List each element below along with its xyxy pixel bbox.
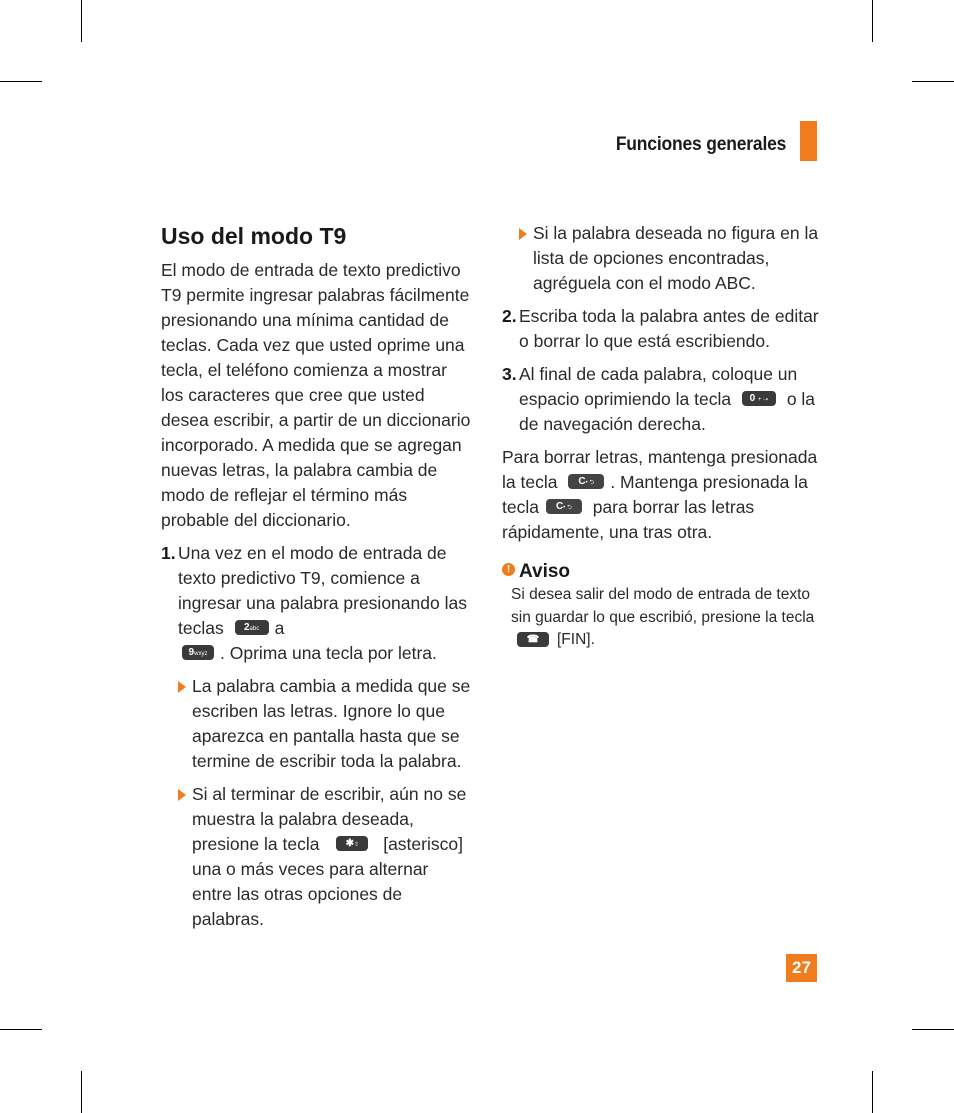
step-text: Al final de cada palabra, coloque un espacio oprimiendo la tecla: [519, 364, 798, 409]
notice-body: Si desea salir del modo de entrada de texto sin guardar lo que escribió, presione la tecla: [511, 586, 815, 626]
crop-mark: [0, 1029, 42, 1030]
bullet-item: [178, 782, 471, 932]
step-2: [502, 304, 822, 354]
paragraph-text: para borrar las letras rápidamente, una tras otra.: [502, 497, 755, 542]
bullet-text: [asterisco] una o más veces para alternar entre las otras opciones de palabras.: [192, 834, 463, 929]
key-label: 9: [188, 646, 195, 658]
notice-text: [502, 584, 822, 652]
intro-paragraph: El modo de entrada de texto predictivo T9 permite ingresar palabras fácilmente presionando una mínima cantidad de teclas. Cada vez que usted oprime una tecla, el teléfono comienza a mostrar los caracteres que cree que usted desea escribir, a partir de un diccionario incorporado. A medida que se agregan nuevas letras, la palabra cambia de modo de reflejar el término más probable del diccionario.: [161, 260, 471, 530]
key-end-icon: [517, 632, 549, 647]
crop-mark: [81, 1071, 82, 1113]
key-sublabel: + ⇢: [758, 396, 769, 403]
step-text: Una vez en el modo de entrada de texto predictivo T9, comience a ingresar una palabra presionando las teclas: [178, 543, 467, 638]
paragraph-text: Para borrar letras, mantenga presionada la tecla: [502, 447, 818, 492]
step-number: 3.: [502, 364, 517, 384]
step-number: 1.: [161, 543, 176, 563]
key-clear-icon: [546, 499, 582, 514]
step-number: 2.: [502, 306, 517, 326]
notice-heading: [502, 559, 822, 584]
key-clear-icon: [568, 474, 604, 489]
section-tab-marker: [800, 121, 817, 161]
step-1: [161, 541, 471, 666]
step-text: Escriba toda la palabra antes de editar o borrar lo que está escribiendo.: [519, 306, 819, 351]
notice-title: Aviso: [519, 561, 571, 582]
crop-mark: [912, 1029, 954, 1030]
crop-mark: [81, 0, 82, 42]
bullet-item: [178, 674, 471, 774]
notice-body: [FIN].: [557, 631, 595, 648]
key-sublabel: wxyz: [194, 650, 208, 657]
bullet-text: La palabra cambia a medida que se escriben las letras. Ignore lo que aparezca en pantalla hasta que se termine de escribir toda la palabra.: [192, 676, 471, 771]
crop-mark: [0, 81, 42, 82]
key-label: C: [555, 500, 564, 512]
key-label: 2: [243, 621, 250, 633]
page-number: 27: [786, 954, 817, 982]
bullet-triangle-icon: [519, 228, 527, 240]
step-text: . Oprima una tecla por letra.: [220, 643, 437, 663]
key-sublabel: • ⮌: [563, 504, 572, 511]
bullet-triangle-icon: [178, 789, 186, 801]
bullet-text: Si la palabra deseada no figura en la lista de opciones encontradas, agréguela con el modo ABC.: [533, 223, 819, 293]
key-label: 0: [749, 392, 756, 404]
step-3: [502, 362, 822, 437]
crop-mark: [872, 0, 873, 42]
key-sublabel: abc: [249, 625, 260, 632]
left-column: [161, 222, 471, 940]
key-2-icon: [235, 620, 269, 635]
key-label: ☎: [526, 634, 540, 646]
bullet-item: [519, 221, 822, 296]
crop-mark: [912, 81, 954, 82]
key-9-icon: [182, 645, 214, 660]
key-0-icon: [742, 391, 776, 406]
section-title: Funciones generales: [615, 134, 786, 155]
right-column: [502, 221, 822, 652]
bullet-triangle-icon: [178, 681, 186, 693]
step-text: a: [274, 618, 285, 638]
key-label: C: [578, 475, 586, 487]
crop-mark: [872, 1071, 873, 1113]
page-heading: Uso del modo T9: [161, 223, 347, 249]
key-sublabel: ⇧: [354, 841, 360, 848]
erase-paragraph: [502, 445, 822, 545]
step-text: o la de navegación derecha.: [519, 389, 816, 434]
bullet-text: Si al terminar de escribir, aún no se muestra la palabra deseada, presione la tecla: [192, 784, 467, 854]
warning-icon: !: [502, 563, 515, 576]
paragraph-text: . Mantenga presionada la tecla: [502, 472, 808, 517]
key-sublabel: • ⮌: [585, 479, 595, 486]
key-label: ✱: [345, 837, 354, 849]
key-asterisk-icon: [336, 836, 368, 851]
